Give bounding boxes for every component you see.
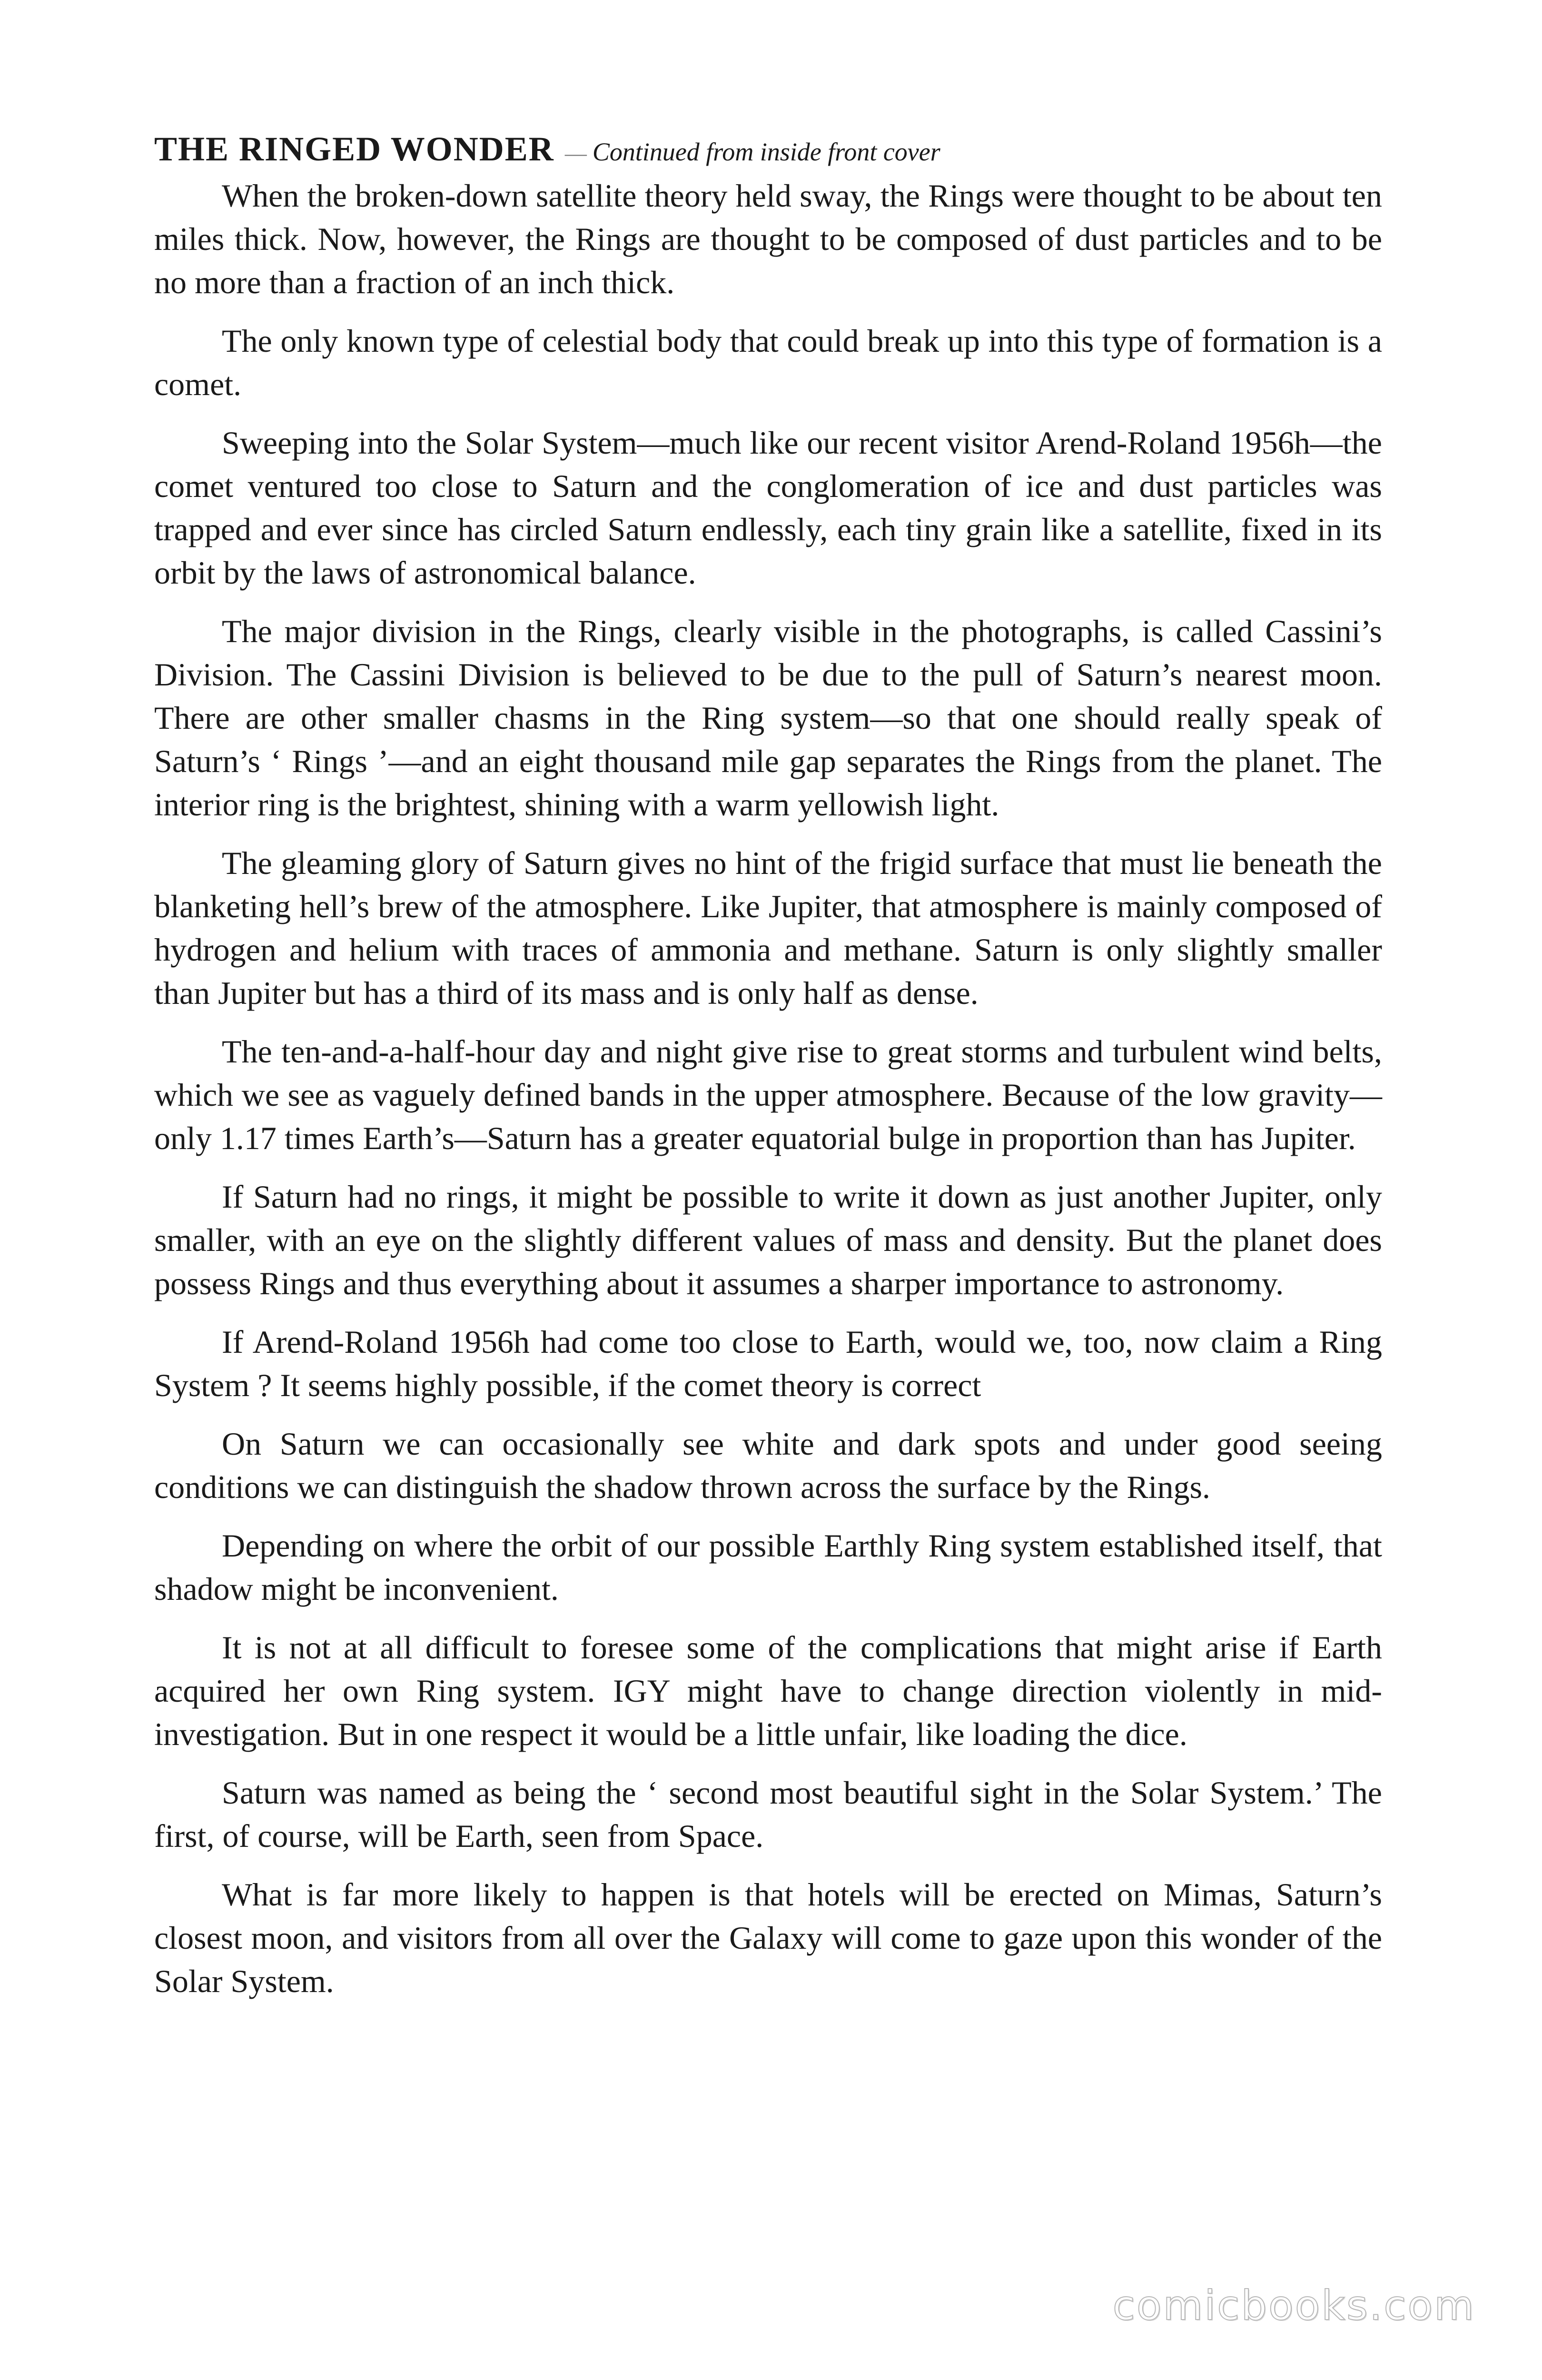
- paragraph: When the broken-down satellite theory held sway, the Rings were thought to be about ten miles thick. Now, however, the Rings are thought to be composed of dust particles and to be no more than a fraction of an inch thick.: [154, 178, 1382, 301]
- header-dash: —: [564, 141, 587, 165]
- paragraph: It is not at all difficult to foresee some of the complications that might arise if Earth acquired her own Ring system. IGY might have to change direction violently in mid-investigation. But in one respect it would be a little unfair, like loading the dice.: [154, 1629, 1382, 1753]
- paragraph: The only known type of celestial body that could break up into this type of formation is a comet.: [154, 323, 1382, 403]
- paragraph: If Arend-Roland 1956h had come too close to Earth, would we, too, now claim a Ring System ? It seems highly possible, if the comet theory is correct: [154, 1324, 1382, 1404]
- paragraph: Sweeping into the Solar System—much like our recent visitor Arend-Roland 1956h—the comet ventured too close to Saturn and the conglomeration of ice and dust particles was trapped and ever since has circled Saturn endlessly, each tiny grain like a satellite, fixed in its orbit by the laws of astronomical balance.: [154, 425, 1382, 591]
- paragraph: The gleaming glory of Saturn gives no hint of the frigid surface that must lie beneath the blanketing hell’s brew of the atmosphere. Like Jupiter, that atmosphere is mainly composed of hydrogen and helium with traces of ammonia and methane. Saturn is only slightly smaller than Jupiter but has a third of its mass and is only half as dense.: [154, 845, 1382, 1012]
- paragraph: Saturn was named as being the ‘ second most beautiful sight in the Solar System.’ The first, of course, will be Earth, seen from Space.: [154, 1775, 1382, 1854]
- article-header: [154, 129, 1382, 169]
- article: [154, 129, 1382, 2018]
- article-title: THE RINGED WONDER: [154, 130, 554, 168]
- paragraph: The ten-and-a-half-hour day and night give rise to great storms and turbulent wind belts, which we see as vaguely defined bands in the upper atmosphere. Because of the low gravity—only 1.17 times Earth’s—Saturn has a greater equatorial bulge in proportion than has Jupiter.: [154, 1033, 1382, 1157]
- watermark: comicbooks.com: [1112, 2282, 1475, 2330]
- paragraph: Depending on where the orbit of our possible Earthly Ring system established itself, that shadow might be inconvenient.: [154, 1527, 1382, 1607]
- paragraph: On Saturn we can occasionally see white and dark spots and under good seeing conditions we can distinguish the shadow thrown across the surface by the Rings.: [154, 1426, 1382, 1506]
- paragraph: The major division in the Rings, clearly visible in the photographs, is called Cassini’s Division. The Cassini Division is believed to be due to the pull of Saturn’s nearest moon. There are other smaller chasms in the Ring system—so that one should really speak of Saturn’s ‘ Rings ’—and an eight thousand mile gap separates the Rings from the planet. The interior ring is the brightest, shining with a warm yellowish light.: [154, 613, 1382, 823]
- continued-note: Continued from inside front cover: [592, 138, 940, 166]
- paragraph: If Saturn had no rings, it might be possible to write it down as just another Jupiter, only smaller, with an eye on the slightly different values of mass and density. But the planet does possess Rings and thus everything about it assumes a sharper importance to astronomy.: [154, 1179, 1382, 1302]
- paragraph: What is far more likely to happen is that hotels will be erected on Mimas, Saturn’s closest moon, and visitors from all over the Galaxy will come to gaze upon this wonder of the Solar System.: [154, 1876, 1382, 2000]
